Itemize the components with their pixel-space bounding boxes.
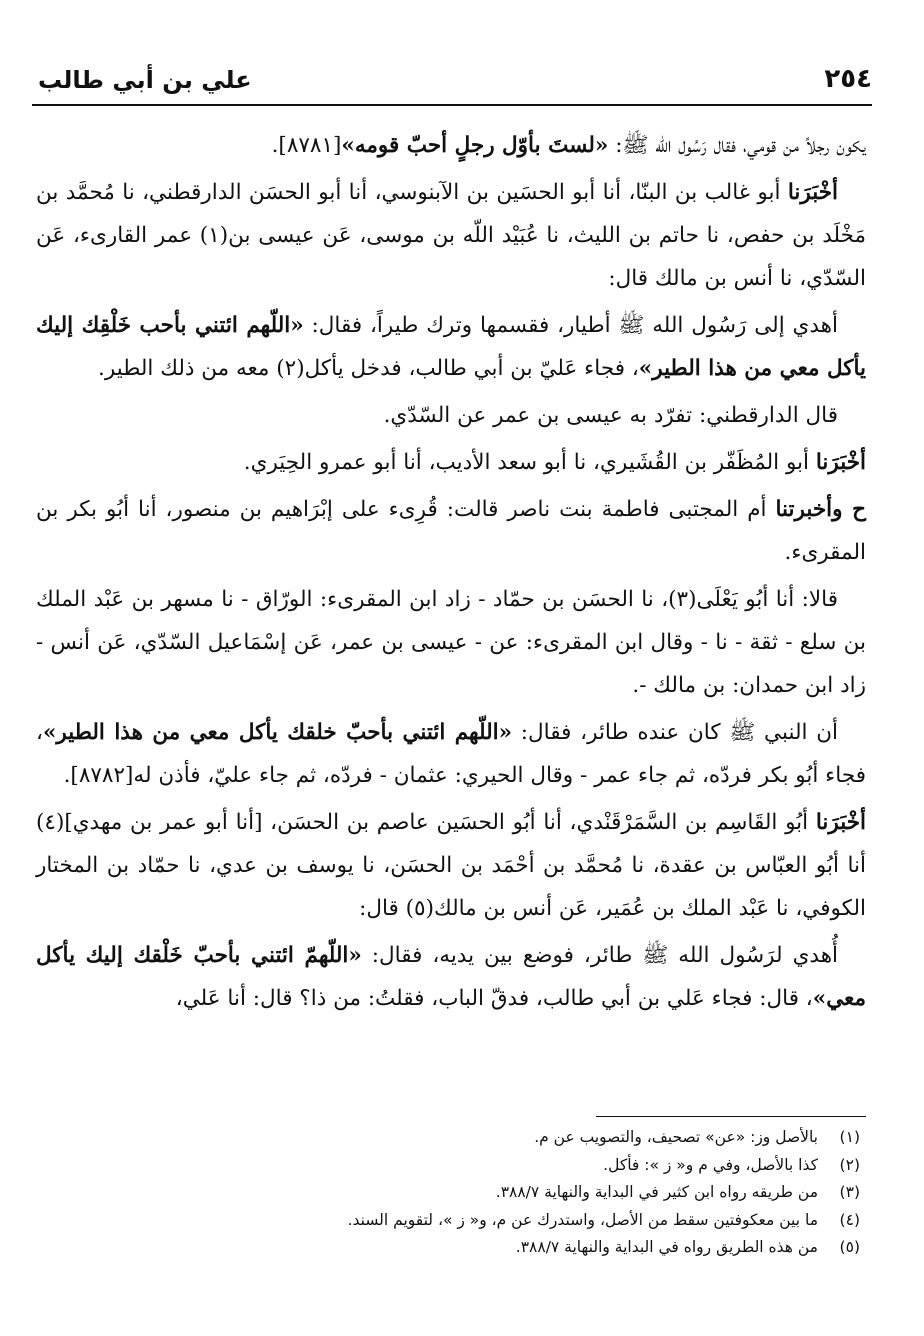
- text-run: أهدي إلى رَسُول الله ﷺ أطيار، فقسمها وترك طيراً، فقال:: [303, 313, 838, 338]
- text-run: يكون رجلاً من قومي، فقال رَسُول الله ﷺ:: [608, 133, 866, 158]
- paragraph-4: [36, 394, 866, 437]
- text-run: أن النبي ﷺ كان عنده طائر، فقال:: [512, 720, 838, 745]
- footnote-5: [36, 1234, 860, 1262]
- text-run: أُهدي لرَسُول الله ﷺ طائر، فوضع بين يديه، فقال:: [361, 943, 839, 968]
- paragraph-5: [36, 441, 866, 484]
- bold-phrase: «لستَ بأوّل رجلٍ أحبّ قومه»: [341, 133, 609, 158]
- footnote-text: ما بين معكوفتين سقط من الأصل، واستدرك عن م، و« ز »، لتقويم السند.: [347, 1210, 818, 1229]
- bold-phrase: أخْبَرَنا: [787, 180, 838, 205]
- paragraph-7: [36, 578, 866, 707]
- page-number: ٢٥٤: [824, 64, 872, 94]
- bold-phrase: «اللّهم ائتني بأحبّ خلقك يأكل معي من هذا الطير»: [42, 720, 513, 745]
- footnote-number: (٥): [839, 1238, 860, 1256]
- footnote-3: [36, 1179, 860, 1207]
- footnote-number: (١): [839, 1128, 860, 1146]
- bold-phrase: «اللّهم ائتني بأحب خَلْقِك إليك يأكل معي من هذا الطير»: [36, 313, 866, 381]
- text-run: [٨٧٨١].: [271, 133, 342, 158]
- paragraph-6: [36, 488, 866, 574]
- footnote-2: [36, 1152, 860, 1180]
- footnote-text: بالأصل وز: «عن» تصحيف، والتصويب عن م.: [534, 1128, 818, 1146]
- footnote-number: (٢): [839, 1155, 860, 1174]
- text-run: ، فجاء أبُو بكر فردّه، ثم جاء عمر - وقال الحيري: عثمان - فردّه، ثم جاء عليّ، فأذن له[٨٧٨٢].: [36, 720, 866, 788]
- footnote-1: [36, 1124, 860, 1152]
- footnote-number: (٤): [839, 1210, 860, 1229]
- text-run: قال الدارقطني: تفرّد به عيسى بن عمر عن السّدّي.: [383, 403, 838, 428]
- paragraph-10: [36, 934, 866, 1020]
- paragraph-3: [36, 304, 866, 390]
- bold-phrase: «اللّهمّ ائتني بأحبّ خَلْقك إليك يأكل معي»: [36, 943, 866, 1011]
- page-header: [32, 58, 872, 106]
- running-title: علي بن أبي طالب: [38, 66, 252, 94]
- footnote-text: كذا بالأصل، وفي م و« ز »: فأكل.: [603, 1155, 818, 1174]
- main-text: [36, 124, 866, 1024]
- bold-phrase: أخْبَرَنا: [815, 810, 866, 835]
- text-run: ، قال: فجاء عَلي بن أبي طالب، فدقّ الباب، فقلتُ: من ذا؟ قال: أنا عَلي،: [175, 986, 813, 1011]
- footnote-text: من طريقه رواه ابن كثير في البداية والنهاية ٣٨٨/٧.: [495, 1183, 818, 1201]
- text-run: أم المجتبى فاطمة بنت ناصر قالت: قُرِىء على إبْرَاهيم بن منصور، أنا أبُو بكر بن المقرىء.: [36, 497, 866, 565]
- footnote-text: من هذه الطريق رواه في البداية والنهاية ٣٨٨/٧.: [515, 1238, 818, 1256]
- text-run: ، فجاء عَليّ بن أبي طالب، فدخل يأكل(٢) معه من ذلك الطير.: [98, 356, 639, 381]
- footnotes: [36, 1124, 860, 1262]
- paragraph-1: [36, 124, 866, 167]
- bold-phrase: أخْبَرَنا: [815, 450, 866, 475]
- footnote-divider: [596, 1116, 866, 1117]
- text-run: أبُو القَاسِم بن السَّمَرْقَنْدي، أنا أبُو الحسَين عاصم بن الحسَن، [أنا أبو عمر بن مهدي](٤) أنا أبُو العبّاس بن عقدة، نا مُحمَّد بن أحْمَد بن الحسَن، نا يوسف بن عدي، نا حمّاد بن المختار الكوفي، نا عَبْد الملك بن عُمَير، عَن أنس بن مالك(٥) قال:: [36, 810, 866, 921]
- paragraph-2: [36, 171, 866, 300]
- paragraph-9: [36, 801, 866, 930]
- text-run: قالا: أنا أبُو يَعْلَى(٣)، نا الحسَن بن حمّاد - زاد ابن المقرىء: الورّاق - نا مسهر بن عَبْد الملك بن سلع - ثقة - نا - وقال ابن المقرىء: عن - عيسى بن عمر، عَن إسْمَاعيل السّدّي، عَن أنس - زاد ابن حمدان: بن مالك -.: [36, 587, 866, 698]
- bold-phrase: ح وأخبرتنا: [775, 497, 866, 522]
- text-run: أبو غالب بن البنّا، أنا أبو الحسَين بن الآبنوسي، أنا أبو الحسَن الدارقطني، نا مُحمَّد بن مَخْلَد بن حفص، نا حاتم بن الليث، نا عُبَيْد اللّه بن موسى، عَن عيسى بن(١) عمر القارىء، عَن السّدّي، نا أنس بن مالك قال:: [36, 180, 867, 291]
- paragraph-8: [36, 711, 866, 797]
- text-run: أبو المُظَفّر بن القُشَيري، نا أبو سعد الأديب، أنا أبو عمرو الحِيَري.: [243, 450, 816, 475]
- footnote-number: (٣): [839, 1183, 860, 1201]
- footnote-4: [36, 1207, 860, 1235]
